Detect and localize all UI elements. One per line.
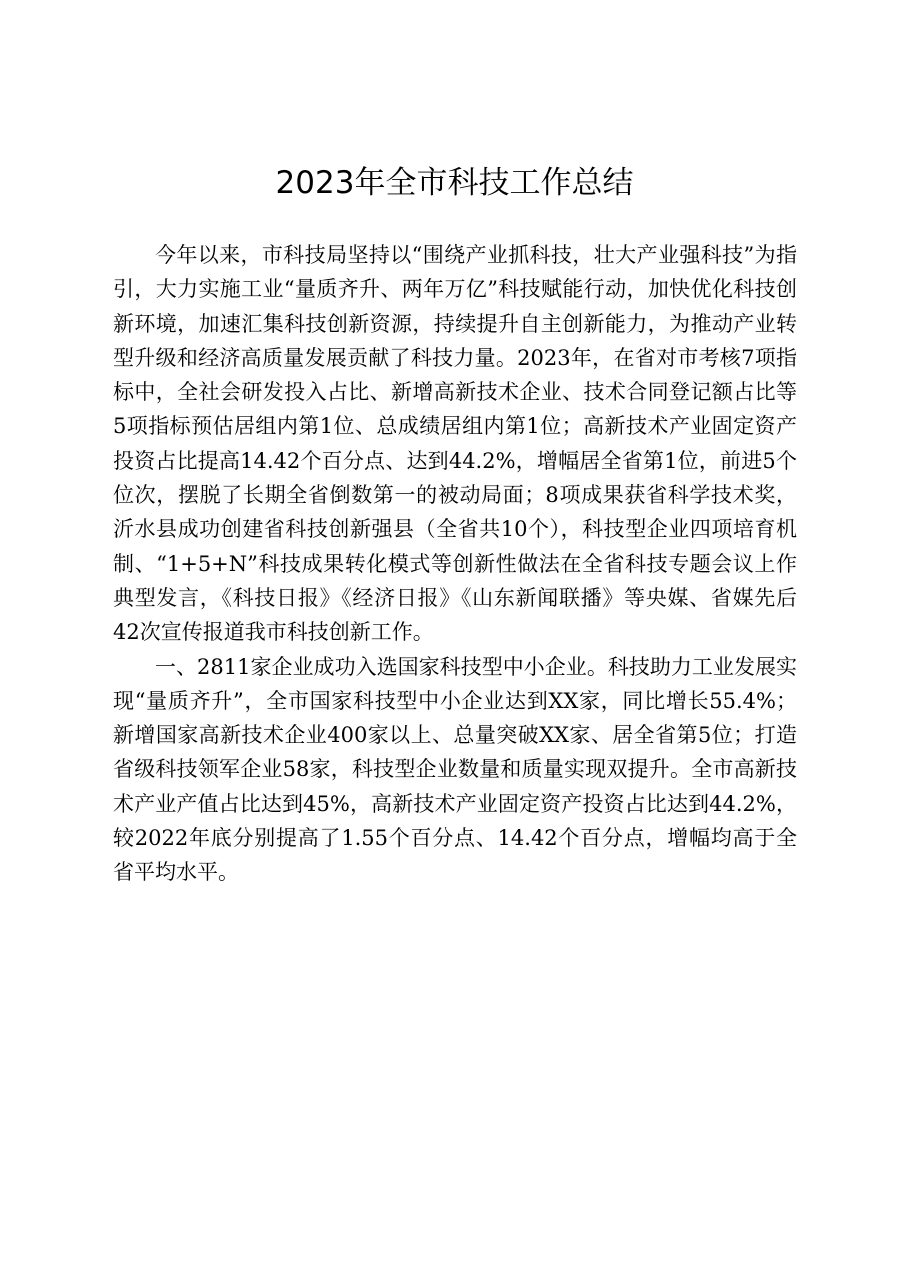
paragraph-section-1: 一、2811家企业成功入选国家科技型中小企业。科技助力工业发展实现“量质齐升”，全市国家科技型中小企业达到XX家，同比增长55.4%；新增国家高新技术企业400家以上、总量突破XX家、居全省第5位；打造省级科技领军企业58家，科技型企业数量和质量实现双提升。全市高新技术产业产值占比达到45%，高新技术产业固定资产投资占比达到44.2%，较2022年底分别提高了1.55个百分点、14.42个百分点，增幅均高于全省平均水平。 [113, 654, 797, 885]
document-body [113, 238, 797, 890]
document-title: 2023年全市科技工作总结 [275, 165, 634, 201]
paragraph-intro: 今年以来，市科技局坚持以“围绕产业抓科技，壮大产业强科技”为指引，大力实施工业“量质齐升、两年万亿”科技赋能行动，加快优化科技创新环境，加速汇集科技创新资源，持续提升自主创新能力，为推动产业转型升级和经济高质量发展贡献了科技力量。2023年，在省对市考核7项指标中，全社会研发投入占比、新增高新技术企业、技术合同登记额占比等5项指标预估居组内第1位、总成绩居组内第1位；高新技术产业固定资产投资占比提高14.42个百分点、达到44.2%，增幅居全省第1位，前进5个位次，摆脱了长期全省倒数第一的被动局面；8项成果获省科学技术奖，沂水县成功创建省科技创新强县（全省共10个），科技型企业四项培育机制、“1+5+N”科技成果转化模式等创新性做法在全省科技专题会议上作典型发言，《科技日报》《经济日报》《山东新闻联播》等央媒、省媒先后42次宣传报道我市科技创新工作。 [113, 243, 797, 645]
